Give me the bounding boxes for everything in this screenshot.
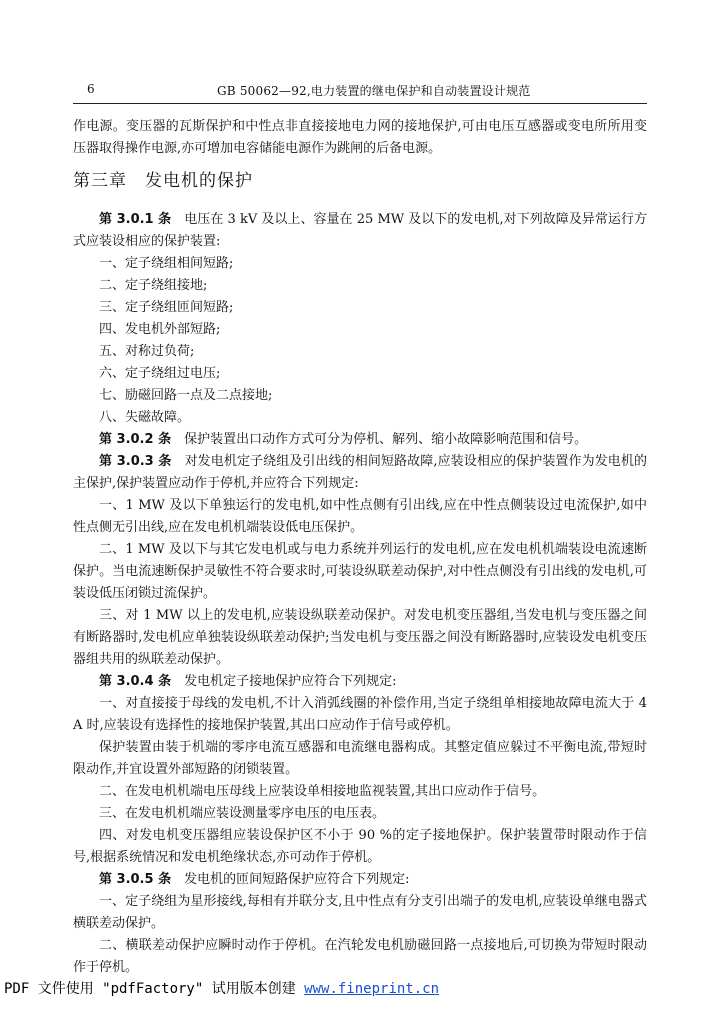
page-header (73, 82, 647, 102)
header-title: GB 50062—92,电力装置的继电保护和自动装置设计规范 (217, 84, 531, 98)
footer-text: PDF 文件使用 "pdfFactory" 试用版本创建 (4, 981, 305, 997)
article-text: 发电机定子接地保护应符合下列规定: (184, 674, 397, 689)
article-label: 第 3.0.5 条 (99, 872, 172, 887)
pdf-footer (4, 978, 704, 998)
article-3-0-3 (73, 451, 647, 495)
article-label: 第 3.0.2 条 (99, 432, 172, 447)
paragraph: 一、定子绕组为星形接线,每相有并联分支,且中性点有分支引出端子的发电机,应装设单继电器式横联差动保护。 (73, 894, 647, 931)
list-item: 四、发电机外部短路; (99, 322, 221, 337)
paragraph: 保护装置由装于机端的零序电流互感器和电流继电器构成。其整定值应躲过不平衡电流,带短时限动作,并宜设置外部短路的闭锁装置。 (73, 740, 647, 777)
page-number: 6 (87, 82, 95, 96)
header-divider (73, 103, 647, 104)
intro-paragraph: 作电源。变压器的瓦斯保护和中性点非直接接地电力网的接地保护,可由电压互感器或变电所所用变压器取得操作电源,亦可增加电容储能电源作为跳闸的后备电源。 (73, 119, 647, 156)
list-item: 六、定子绕组过电压; (99, 366, 221, 381)
article-label: 第 3.0.3 条 (99, 454, 172, 469)
article-3-0-4 (73, 671, 647, 693)
paragraph: 三、在发电机机端应装设测量零序电压的电压表。 (99, 806, 386, 821)
article-text: 保护装置出口动作方式可分为停机、解列、缩小故障影响范围和信号。 (184, 432, 588, 447)
list-item: 二、定子绕组接地; (99, 278, 208, 293)
article-3-0-2 (73, 429, 647, 451)
list-item: 八、失磁故障。 (99, 410, 191, 425)
article-text: 发电机的匝间短路保护应符合下列规定: (184, 872, 410, 887)
document-body (73, 116, 647, 979)
paragraph: 二、在发电机机端电压母线上应装设单相接地监视装置,其出口应动作于信号。 (99, 784, 546, 799)
list-item: 七、励磁回路一点及二点接地; (99, 388, 273, 403)
list-item: 一、定子绕组相间短路; (99, 256, 234, 271)
article-3-0-5 (73, 869, 647, 891)
list-item: 五、对称过负荷; (99, 344, 195, 359)
paragraph: 三、对 1 MW 以上的发电机,应装设纵联差动保护。对发电机变压器组,当发电机与变压器之间有断路器时,发电机应单独装设纵联差动保护;当发电机与变压器之间没有断路器时,应装设发电机变压器组共用的纵联差动保护。 (73, 608, 647, 667)
list-item: 三、定子绕组匝间短路; (99, 300, 234, 315)
footer-link[interactable]: www.fineprint.cn (304, 981, 440, 997)
paragraph: 一、1 MW 及以下单独运行的发电机,如中性点侧有引出线,应在中性点侧装设过电流保护,如中性点侧无引出线,应在发电机机端装设低电压保护。 (73, 498, 647, 535)
article-text: 电压在 3 kV 及以上、容量在 25 MW 及以下的发电机,对下列故障及异常运行方式应装设相应的保护装置: (73, 212, 647, 249)
article-3-0-1 (73, 209, 647, 253)
article-text: 对发电机定子绕组及引出线的相间短路故障,应装设相应的保护装置作为发电机的主保护,保护装置应动作于停机,并应符合下列规定: (73, 454, 647, 491)
paragraph: 二、1 MW 及以下与其它发电机或与电力系统并列运行的发电机,应在发电机机端装设电流速断保护。当电流速断保护灵敏性不符合要求时,可装设纵联差动保护,对中性点侧没有引出线的发电机,可装设低压闭锁过流保护。 (73, 542, 647, 601)
article-label: 第 3.0.4 条 (99, 674, 172, 689)
paragraph: 二、横联差动保护应瞬时动作于停机。在汽轮发电机励磁回路一点接地后,可切换为带短时限动作于停机。 (73, 938, 647, 975)
paragraph: 一、对直接接于母线的发电机,不计入消弧线圈的补偿作用,当定子绕组单相接地故障电流大于 4 A 时,应装设有选择性的接地保护装置,其出口应动作于信号或停机。 (73, 696, 647, 733)
paragraph: 四、对发电机变压器组应装设保护区不小于 90 %的定子接地保护。保护装置带时限动作于信号,根据系统情况和发电机绝缘状态,亦可动作于停机。 (73, 828, 647, 865)
article-label: 第 3.0.1 条 (99, 212, 172, 227)
chapter-title: 第三章 发电机的保护 (73, 171, 253, 191)
